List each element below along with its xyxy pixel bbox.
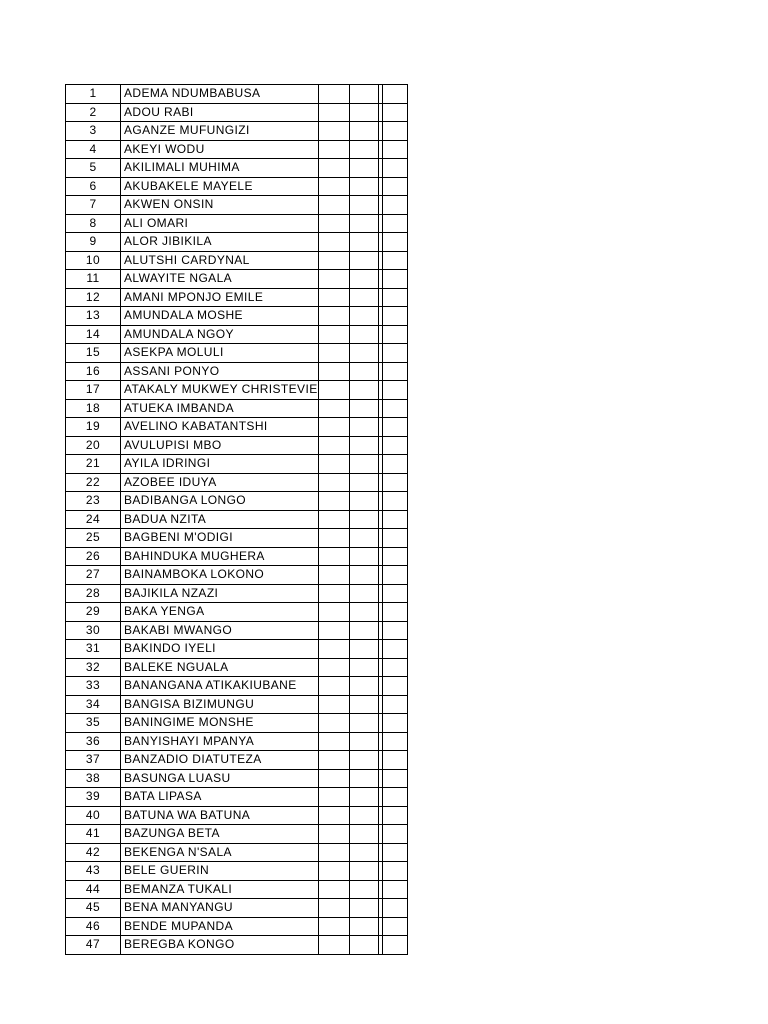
- empty-mark-cell: [318, 677, 349, 696]
- name-cell: BELE GUERIN: [121, 862, 319, 881]
- empty-mark-cell: [382, 399, 407, 418]
- table-row: [66, 547, 408, 566]
- row-number-cell: 2: [66, 103, 121, 122]
- empty-mark-cell: [382, 455, 407, 474]
- row-number-cell: 30: [66, 621, 121, 640]
- empty-mark-cell: [349, 399, 378, 418]
- empty-mark-cell: [349, 473, 378, 492]
- empty-mark-cell: [349, 862, 378, 881]
- empty-mark-cell: [318, 862, 349, 881]
- row-number-cell: 41: [66, 825, 121, 844]
- empty-mark-cell: [349, 455, 378, 474]
- name-cell: BALEKE NGUALA: [121, 658, 319, 677]
- empty-mark-cell: [349, 122, 378, 141]
- empty-mark-cell: [349, 436, 378, 455]
- name-cell: BAKA YENGA: [121, 603, 319, 622]
- row-number-cell: 4: [66, 140, 121, 159]
- table-row: [66, 936, 408, 955]
- name-cell: BENDE MUPANDA: [121, 917, 319, 936]
- empty-mark-cell: [318, 251, 349, 270]
- row-number-cell: 24: [66, 510, 121, 529]
- empty-mark-cell: [382, 233, 407, 252]
- empty-mark-cell: [349, 899, 378, 918]
- empty-mark-cell: [318, 140, 349, 159]
- table-row: [66, 751, 408, 770]
- empty-mark-cell: [382, 695, 407, 714]
- name-cell: BAKABI MWANGO: [121, 621, 319, 640]
- empty-mark-cell: [349, 159, 378, 178]
- empty-mark-cell: [349, 510, 378, 529]
- empty-mark-cell: [382, 122, 407, 141]
- row-number-cell: 5: [66, 159, 121, 178]
- empty-mark-cell: [318, 510, 349, 529]
- name-cell: BANYISHAYI MPANYA: [121, 732, 319, 751]
- empty-mark-cell: [318, 288, 349, 307]
- table-row: [66, 399, 408, 418]
- empty-mark-cell: [318, 880, 349, 899]
- row-number-cell: 31: [66, 640, 121, 659]
- empty-mark-cell: [382, 658, 407, 677]
- row-number-cell: 44: [66, 880, 121, 899]
- empty-mark-cell: [318, 85, 349, 104]
- empty-mark-cell: [382, 436, 407, 455]
- name-cell: BATA LIPASA: [121, 788, 319, 807]
- empty-mark-cell: [382, 769, 407, 788]
- empty-mark-cell: [382, 381, 407, 400]
- empty-mark-cell: [318, 307, 349, 326]
- table-row: [66, 621, 408, 640]
- row-number-cell: 16: [66, 362, 121, 381]
- empty-mark-cell: [318, 529, 349, 548]
- empty-mark-cell: [382, 806, 407, 825]
- table-row: [66, 418, 408, 437]
- table-row: [66, 362, 408, 381]
- table-row: [66, 122, 408, 141]
- empty-mark-cell: [318, 843, 349, 862]
- table-row: [66, 103, 408, 122]
- row-number-cell: 6: [66, 177, 121, 196]
- row-number-cell: 33: [66, 677, 121, 696]
- name-cell: ATUEKA IMBANDA: [121, 399, 319, 418]
- row-number-cell: 22: [66, 473, 121, 492]
- empty-mark-cell: [349, 788, 378, 807]
- row-number-cell: 38: [66, 769, 121, 788]
- empty-mark-cell: [349, 936, 378, 955]
- name-cell: BADUA NZITA: [121, 510, 319, 529]
- table-row: [66, 159, 408, 178]
- name-cell: ALI OMARI: [121, 214, 319, 233]
- empty-mark-cell: [318, 584, 349, 603]
- empty-mark-cell: [318, 455, 349, 474]
- row-number-cell: 9: [66, 233, 121, 252]
- table-row: [66, 436, 408, 455]
- name-cell: AMUNDALA MOSHE: [121, 307, 319, 326]
- table-row: [66, 196, 408, 215]
- empty-mark-cell: [349, 362, 378, 381]
- name-cell: ATAKALY MUKWEY CHRISTEVIE: [121, 381, 319, 400]
- name-cell: BANZADIO DIATUTEZA: [121, 751, 319, 770]
- name-cell: BAKINDO IYELI: [121, 640, 319, 659]
- row-number-cell: 3: [66, 122, 121, 141]
- empty-mark-cell: [349, 751, 378, 770]
- empty-mark-cell: [318, 640, 349, 659]
- empty-mark-cell: [318, 769, 349, 788]
- empty-mark-cell: [382, 584, 407, 603]
- empty-mark-cell: [318, 362, 349, 381]
- empty-mark-cell: [349, 177, 378, 196]
- table-row: [66, 177, 408, 196]
- row-number-cell: 8: [66, 214, 121, 233]
- name-cell: BANINGIME MONSHE: [121, 714, 319, 733]
- empty-mark-cell: [318, 492, 349, 511]
- table-row: [66, 677, 408, 696]
- row-number-cell: 12: [66, 288, 121, 307]
- row-number-cell: 32: [66, 658, 121, 677]
- table-row: [66, 769, 408, 788]
- empty-mark-cell: [382, 325, 407, 344]
- empty-mark-cell: [318, 825, 349, 844]
- row-number-cell: 18: [66, 399, 121, 418]
- empty-mark-cell: [382, 677, 407, 696]
- table-row: [66, 325, 408, 344]
- empty-mark-cell: [382, 362, 407, 381]
- empty-mark-cell: [349, 547, 378, 566]
- table-row: [66, 233, 408, 252]
- empty-mark-cell: [318, 547, 349, 566]
- empty-mark-cell: [382, 177, 407, 196]
- empty-mark-cell: [349, 288, 378, 307]
- empty-mark-cell: [349, 492, 378, 511]
- table-row: [66, 695, 408, 714]
- empty-mark-cell: [318, 695, 349, 714]
- empty-mark-cell: [349, 140, 378, 159]
- table-row: [66, 455, 408, 474]
- table-row: [66, 381, 408, 400]
- empty-mark-cell: [349, 270, 378, 289]
- name-cell: BAJIKILA NZAZI: [121, 584, 319, 603]
- empty-mark-cell: [349, 325, 378, 344]
- table-row: [66, 917, 408, 936]
- empty-mark-cell: [318, 566, 349, 585]
- name-cell: AKUBAKELE MAYELE: [121, 177, 319, 196]
- name-cell: AVULUPISI MBO: [121, 436, 319, 455]
- empty-mark-cell: [318, 603, 349, 622]
- roster-table-body: [66, 85, 408, 955]
- row-number-cell: 35: [66, 714, 121, 733]
- name-cell: ADOU RABI: [121, 103, 319, 122]
- empty-mark-cell: [318, 788, 349, 807]
- name-cell: BATUNA WA BATUNA: [121, 806, 319, 825]
- empty-mark-cell: [382, 140, 407, 159]
- empty-mark-cell: [349, 584, 378, 603]
- name-cell: AVELINO KABATANTSHI: [121, 418, 319, 437]
- row-number-cell: 36: [66, 732, 121, 751]
- empty-mark-cell: [349, 806, 378, 825]
- name-cell: AKWEN ONSIN: [121, 196, 319, 215]
- empty-mark-cell: [382, 307, 407, 326]
- empty-mark-cell: [382, 603, 407, 622]
- empty-mark-cell: [318, 103, 349, 122]
- empty-mark-cell: [318, 473, 349, 492]
- name-cell: BENA MANYANGU: [121, 899, 319, 918]
- name-cell: BAGBENI M'ODIGI: [121, 529, 319, 548]
- empty-mark-cell: [318, 196, 349, 215]
- table-row: [66, 140, 408, 159]
- empty-mark-cell: [382, 917, 407, 936]
- empty-mark-cell: [318, 899, 349, 918]
- name-cell: BANANGANA ATIKAKIUBANE: [121, 677, 319, 696]
- empty-mark-cell: [318, 214, 349, 233]
- row-number-cell: 45: [66, 899, 121, 918]
- row-number-cell: 14: [66, 325, 121, 344]
- row-number-cell: 39: [66, 788, 121, 807]
- empty-mark-cell: [382, 85, 407, 104]
- table-row: [66, 658, 408, 677]
- name-cell: AYILA IDRINGI: [121, 455, 319, 474]
- empty-mark-cell: [318, 917, 349, 936]
- table-row: [66, 584, 408, 603]
- empty-mark-cell: [382, 788, 407, 807]
- empty-mark-cell: [382, 899, 407, 918]
- table-row: [66, 825, 408, 844]
- row-number-cell: 29: [66, 603, 121, 622]
- empty-mark-cell: [318, 621, 349, 640]
- empty-mark-cell: [318, 381, 349, 400]
- row-number-cell: 20: [66, 436, 121, 455]
- table-row: [66, 529, 408, 548]
- empty-mark-cell: [382, 270, 407, 289]
- name-cell: BEKENGA N'SALA: [121, 843, 319, 862]
- empty-mark-cell: [349, 621, 378, 640]
- empty-mark-cell: [349, 85, 378, 104]
- empty-mark-cell: [382, 547, 407, 566]
- empty-mark-cell: [382, 640, 407, 659]
- empty-mark-cell: [382, 621, 407, 640]
- row-number-cell: 27: [66, 566, 121, 585]
- empty-mark-cell: [349, 418, 378, 437]
- row-number-cell: 25: [66, 529, 121, 548]
- table-row: [66, 270, 408, 289]
- empty-mark-cell: [318, 325, 349, 344]
- table-row: [66, 806, 408, 825]
- name-cell: BAINAMBOKA LOKONO: [121, 566, 319, 585]
- empty-mark-cell: [349, 658, 378, 677]
- empty-mark-cell: [382, 344, 407, 363]
- empty-mark-cell: [349, 714, 378, 733]
- name-cell: AGANZE MUFUNGIZI: [121, 122, 319, 141]
- empty-mark-cell: [349, 695, 378, 714]
- table-row: [66, 714, 408, 733]
- table-row: [66, 732, 408, 751]
- name-cell: BAZUNGA BETA: [121, 825, 319, 844]
- empty-mark-cell: [318, 122, 349, 141]
- empty-mark-cell: [382, 473, 407, 492]
- empty-mark-cell: [349, 307, 378, 326]
- table-row: [66, 880, 408, 899]
- empty-mark-cell: [382, 751, 407, 770]
- name-cell: ALWAYITE NGALA: [121, 270, 319, 289]
- empty-mark-cell: [382, 510, 407, 529]
- row-number-cell: 10: [66, 251, 121, 270]
- empty-mark-cell: [318, 418, 349, 437]
- empty-mark-cell: [382, 936, 407, 955]
- table-row: [66, 473, 408, 492]
- name-cell: BANGISA BIZIMUNGU: [121, 695, 319, 714]
- table-row: [66, 251, 408, 270]
- empty-mark-cell: [318, 233, 349, 252]
- empty-mark-cell: [318, 714, 349, 733]
- empty-mark-cell: [382, 196, 407, 215]
- table-row: [66, 640, 408, 659]
- name-cell: AZOBEE IDUYA: [121, 473, 319, 492]
- empty-mark-cell: [349, 769, 378, 788]
- empty-mark-cell: [349, 344, 378, 363]
- empty-mark-cell: [349, 640, 378, 659]
- name-cell: ALUTSHI CARDYNAL: [121, 251, 319, 270]
- empty-mark-cell: [349, 566, 378, 585]
- empty-mark-cell: [382, 529, 407, 548]
- empty-mark-cell: [349, 233, 378, 252]
- empty-mark-cell: [349, 196, 378, 215]
- empty-mark-cell: [349, 381, 378, 400]
- name-cell: ASEKPA MOLULI: [121, 344, 319, 363]
- row-number-cell: 17: [66, 381, 121, 400]
- name-cell: BEMANZA TUKALI: [121, 880, 319, 899]
- empty-mark-cell: [382, 251, 407, 270]
- empty-mark-cell: [318, 806, 349, 825]
- row-number-cell: 11: [66, 270, 121, 289]
- table-row: [66, 566, 408, 585]
- empty-mark-cell: [318, 936, 349, 955]
- table-row: [66, 344, 408, 363]
- roster-table: [65, 84, 408, 955]
- name-cell: AMUNDALA NGOY: [121, 325, 319, 344]
- row-number-cell: 37: [66, 751, 121, 770]
- empty-mark-cell: [382, 732, 407, 751]
- row-number-cell: 28: [66, 584, 121, 603]
- row-number-cell: 21: [66, 455, 121, 474]
- name-cell: AMANI MPONJO EMILE: [121, 288, 319, 307]
- table-row: [66, 843, 408, 862]
- empty-mark-cell: [349, 880, 378, 899]
- row-number-cell: 1: [66, 85, 121, 104]
- empty-mark-cell: [382, 825, 407, 844]
- name-cell: ALOR JIBIKILA: [121, 233, 319, 252]
- empty-mark-cell: [382, 714, 407, 733]
- table-row: [66, 307, 408, 326]
- empty-mark-cell: [318, 436, 349, 455]
- empty-mark-cell: [318, 159, 349, 178]
- empty-mark-cell: [318, 177, 349, 196]
- name-cell: BAHINDUKA MUGHERA: [121, 547, 319, 566]
- table-row: [66, 288, 408, 307]
- table-row: [66, 899, 408, 918]
- name-cell: ADEMA NDUMBABUSA: [121, 85, 319, 104]
- empty-mark-cell: [349, 677, 378, 696]
- empty-mark-cell: [382, 880, 407, 899]
- empty-mark-cell: [382, 159, 407, 178]
- empty-mark-cell: [349, 529, 378, 548]
- name-cell: BADIBANGA LONGO: [121, 492, 319, 511]
- empty-mark-cell: [382, 566, 407, 585]
- empty-mark-cell: [349, 917, 378, 936]
- row-number-cell: 15: [66, 344, 121, 363]
- empty-mark-cell: [349, 825, 378, 844]
- row-number-cell: 13: [66, 307, 121, 326]
- empty-mark-cell: [349, 603, 378, 622]
- row-number-cell: 42: [66, 843, 121, 862]
- empty-mark-cell: [382, 843, 407, 862]
- name-cell: AKILIMALI MUHIMA: [121, 159, 319, 178]
- name-cell: ASSANI PONYO: [121, 362, 319, 381]
- empty-mark-cell: [318, 344, 349, 363]
- name-cell: AKEYI WODU: [121, 140, 319, 159]
- empty-mark-cell: [382, 492, 407, 511]
- empty-mark-cell: [318, 399, 349, 418]
- row-number-cell: 46: [66, 917, 121, 936]
- row-number-cell: 43: [66, 862, 121, 881]
- empty-mark-cell: [382, 418, 407, 437]
- empty-mark-cell: [318, 658, 349, 677]
- empty-mark-cell: [382, 288, 407, 307]
- empty-mark-cell: [349, 214, 378, 233]
- row-number-cell: 34: [66, 695, 121, 714]
- table-row: [66, 603, 408, 622]
- row-number-cell: 26: [66, 547, 121, 566]
- empty-mark-cell: [349, 843, 378, 862]
- empty-mark-cell: [382, 103, 407, 122]
- empty-mark-cell: [318, 751, 349, 770]
- row-number-cell: 23: [66, 492, 121, 511]
- table-row: [66, 510, 408, 529]
- row-number-cell: 47: [66, 936, 121, 955]
- empty-mark-cell: [349, 732, 378, 751]
- empty-mark-cell: [318, 732, 349, 751]
- roster-sheet: [65, 84, 408, 955]
- table-row: [66, 862, 408, 881]
- table-row: [66, 788, 408, 807]
- empty-mark-cell: [349, 251, 378, 270]
- name-cell: BASUNGA LUASU: [121, 769, 319, 788]
- name-cell: BEREGBA KONGO: [121, 936, 319, 955]
- row-number-cell: 40: [66, 806, 121, 825]
- empty-mark-cell: [382, 862, 407, 881]
- table-row: [66, 492, 408, 511]
- empty-mark-cell: [349, 103, 378, 122]
- empty-mark-cell: [318, 270, 349, 289]
- table-row: [66, 85, 408, 104]
- row-number-cell: 7: [66, 196, 121, 215]
- row-number-cell: 19: [66, 418, 121, 437]
- empty-mark-cell: [382, 214, 407, 233]
- table-row: [66, 214, 408, 233]
